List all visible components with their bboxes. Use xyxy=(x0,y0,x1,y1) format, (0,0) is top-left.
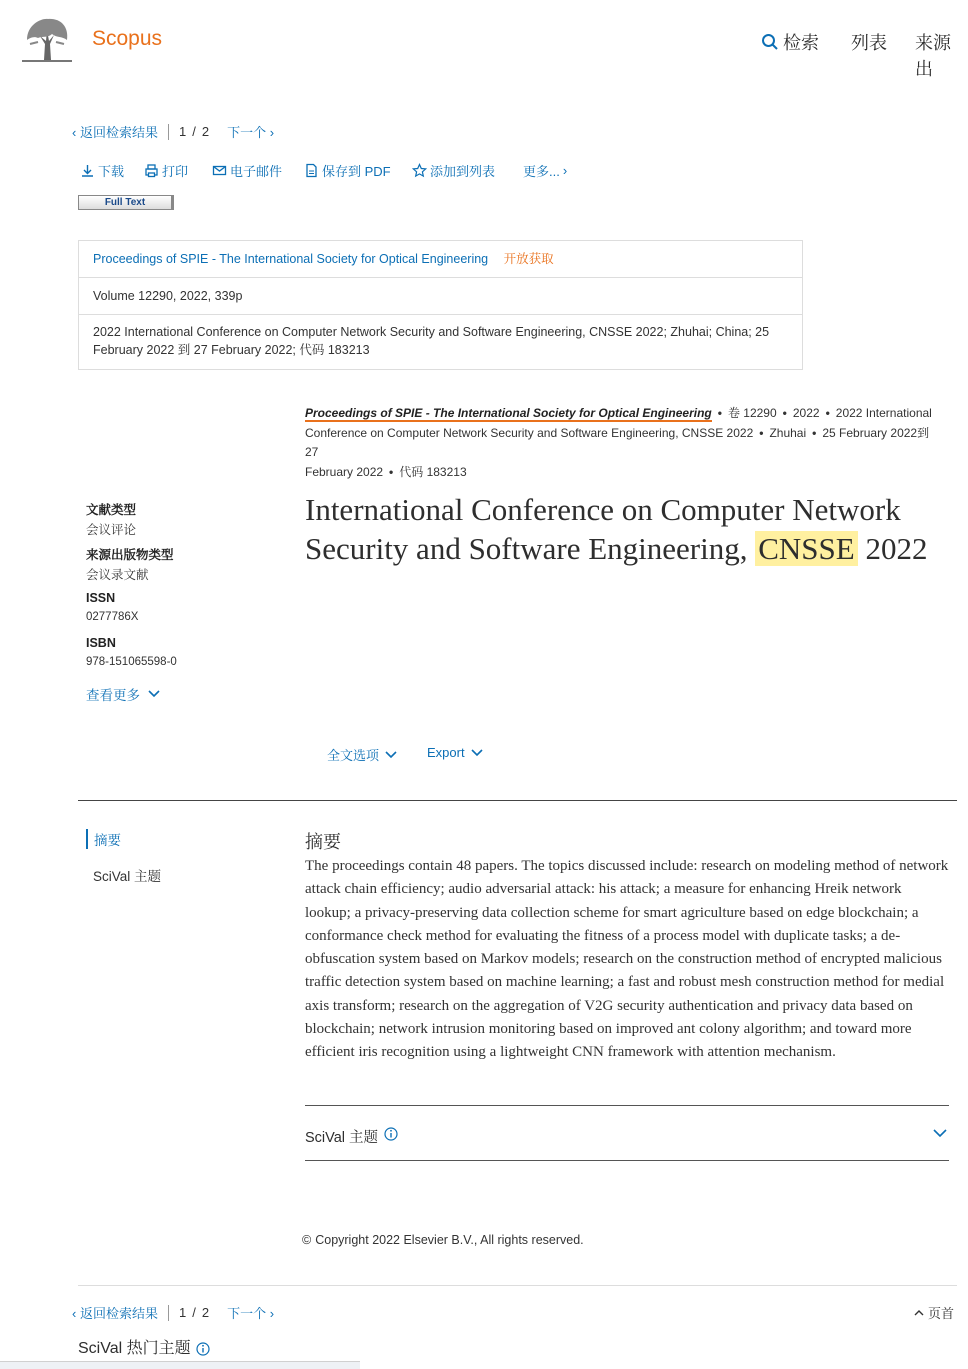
see-more-link[interactable] xyxy=(86,684,160,704)
back-to-top-link[interactable] xyxy=(914,1303,954,1322)
isbn-label: ISBN xyxy=(86,636,116,650)
abstract-text: The proceedings contain 48 papers. The topics discussed include: research on modeling method of network attack chain efficiency; audio adversarial attack: his attack; a measure for enhancing Hreik network lookup; a privacy-preserving data collection scheme for smart agriculture based on edge blockchain; a conformance check method for evaluating the fitness of a process model with duplicate tasks; a de-obfuscation system based on Markov models; research on the construction method of encrypted malicious traffic detection system based on machine learning; a fast and robust mesh construction method for medial axis transform; research on the aggregation of V2G security authentication and privacy data based on blockchain; network intrusion monitoring based on improved ant colony algorithm; and toward more efficient iris recognition using a lightweight CNN framework with attention mechanism. xyxy=(305,858,949,1061)
email-icon xyxy=(212,163,227,178)
copyright-text: Copyright 2022 Elsevier B.V., All rights reserved. xyxy=(315,1233,584,1247)
copyright-icon: © xyxy=(302,1233,312,1247)
page-slash: / xyxy=(192,124,196,139)
chevron-down-icon xyxy=(385,751,397,759)
chevron-down-icon xyxy=(148,690,160,698)
brand-name[interactable]: Scopus xyxy=(92,27,163,50)
full-text-button[interactable]: Full Text xyxy=(78,195,174,210)
journal-link[interactable]: Proceedings of SPIE - The International Society for Optical Engineering xyxy=(93,252,489,266)
next-result-link[interactable]: 下一个 › xyxy=(227,125,275,140)
print-icon xyxy=(144,163,159,178)
elsevier-logo[interactable] xyxy=(22,16,72,64)
chevron-down-icon xyxy=(471,749,483,757)
back-to-top-label: 页首 xyxy=(928,1306,955,1321)
back-to-results-link[interactable]: ‹ 返回检索结果 xyxy=(72,125,158,140)
next-result-link[interactable]: 下一个 › xyxy=(227,1306,275,1321)
source-citation: Proceedings of SPIE - The International Society for Optical Engineering • 卷 12290 • 2022 • 2022 International Conference on Computer Network Security and Software Engineering, CNSSE 2022 • Zhuhai • 25 February 2022到 27 February 2022 • 代码 183213 xyxy=(305,406,932,479)
info-icon[interactable] xyxy=(384,1127,398,1141)
see-more-label: 查看更多 xyxy=(86,688,140,703)
browser-status-bar xyxy=(0,1361,360,1369)
email-button[interactable] xyxy=(212,161,282,180)
side-nav-abstract[interactable]: 摘要 xyxy=(86,829,121,849)
title-line-2: Security and Software Engineering, xyxy=(305,531,756,566)
chevron-right-icon: › xyxy=(562,163,568,178)
add-to-list-button[interactable] xyxy=(412,161,495,180)
pdf-icon xyxy=(304,163,319,178)
abstract-heading: 摘要 xyxy=(305,832,341,852)
star-icon xyxy=(412,163,427,178)
total-pages: 2 xyxy=(201,124,210,139)
info-icon[interactable] xyxy=(196,1342,210,1356)
chevron-up-icon xyxy=(914,1309,924,1316)
print-button[interactable] xyxy=(144,161,188,180)
nav-search[interactable] xyxy=(761,29,819,55)
source-dates-1: 25 February 2022到 27 xyxy=(305,425,930,459)
copyright-notice xyxy=(302,1233,584,1247)
title-line-2-end: 2022 xyxy=(857,531,928,566)
side-nav-scival[interactable]: SciVal 主题 xyxy=(93,869,162,884)
isbn-value: 978-151065598-0 xyxy=(86,656,177,668)
full-text-options-label: 全文选项 xyxy=(327,748,380,763)
scival-topics-label: SciVal 主题 xyxy=(305,1130,379,1146)
print-label: 打印 xyxy=(162,164,189,179)
info-row-journal xyxy=(79,241,802,278)
doc-type-label: 文献类型 xyxy=(86,503,137,517)
source-info-box xyxy=(78,240,803,370)
open-access-badge: 开放获取 xyxy=(503,252,554,266)
current-page: 1 xyxy=(178,1305,187,1320)
add-list-label: 添加到列表 xyxy=(430,164,496,179)
email-label: 电子邮件 xyxy=(230,164,283,179)
info-row-volume: Volume 12290, 2022, 339p xyxy=(79,278,802,315)
source-year: 2022 xyxy=(792,406,820,420)
nav-lists[interactable]: 列表 xyxy=(851,33,887,53)
full-text-options-dropdown[interactable] xyxy=(327,745,397,764)
download-label: 下载 xyxy=(98,164,125,179)
save-pdf-label: 保存到 PDF xyxy=(322,164,391,179)
nav-search-label: 检索 xyxy=(783,33,819,53)
section-divider xyxy=(78,800,957,801)
nav-sources[interactable]: 来源出 xyxy=(915,33,951,79)
scival-hot-label: SciVal 热门主题 xyxy=(78,1340,191,1357)
total-pages: 2 xyxy=(201,1305,210,1320)
back-to-results-link[interactable]: ‹ 返回检索结果 xyxy=(72,1306,158,1321)
page-slash: / xyxy=(192,1305,196,1320)
current-page: 1 xyxy=(178,124,187,139)
scival-topics-section[interactable] xyxy=(305,1105,949,1161)
download-icon xyxy=(80,163,95,178)
source-conf-1: 2022 International xyxy=(835,406,932,420)
divider xyxy=(168,124,169,140)
footer-divider xyxy=(78,1285,957,1286)
search-icon xyxy=(761,33,779,51)
source-code: 代码 183213 xyxy=(399,464,467,479)
more-label: 更多... xyxy=(523,164,560,179)
source-conf-2: Conference on Computer Network Security and Software Engineering, CNSSE 2022 xyxy=(305,425,754,440)
download-button[interactable] xyxy=(80,161,124,180)
source-type-label: 来源出版物类型 xyxy=(86,548,174,562)
source-dates-2: February 2022 xyxy=(305,464,384,479)
pager-top xyxy=(72,122,274,141)
chevron-down-icon[interactable] xyxy=(933,1129,947,1138)
title-line-1: International Conference on Computer Network xyxy=(305,492,901,527)
info-row-conference: 2022 International Conference on Computer Network Security and Software Engineering, CNSSE 2022; Zhuhai; China; 25 February 2022 到 27 February 2022; 代码 183213 xyxy=(93,325,770,357)
source-volume: 卷 12290 xyxy=(727,406,777,420)
pager-bottom xyxy=(72,1303,274,1322)
title-highlight: CNSSE xyxy=(755,531,857,566)
source-city: Zhuhai xyxy=(769,425,807,440)
scival-hot-topics xyxy=(78,1335,210,1358)
scival-topics-header xyxy=(305,1126,398,1147)
doc-type-value: 会议评论 xyxy=(86,523,137,537)
issn-label: ISSN xyxy=(86,591,116,605)
more-button[interactable] xyxy=(523,161,567,180)
save-pdf-button[interactable] xyxy=(304,161,391,180)
issn-value: 0277786X xyxy=(86,611,139,623)
source-type-value: 会议录文献 xyxy=(86,568,149,582)
document-title xyxy=(305,490,955,568)
export-dropdown[interactable] xyxy=(427,745,483,760)
export-label: Export xyxy=(427,745,465,760)
source-journal-link[interactable]: Proceedings of SPIE - The International Society for Optical Engineering xyxy=(305,406,712,420)
divider xyxy=(168,1305,169,1321)
